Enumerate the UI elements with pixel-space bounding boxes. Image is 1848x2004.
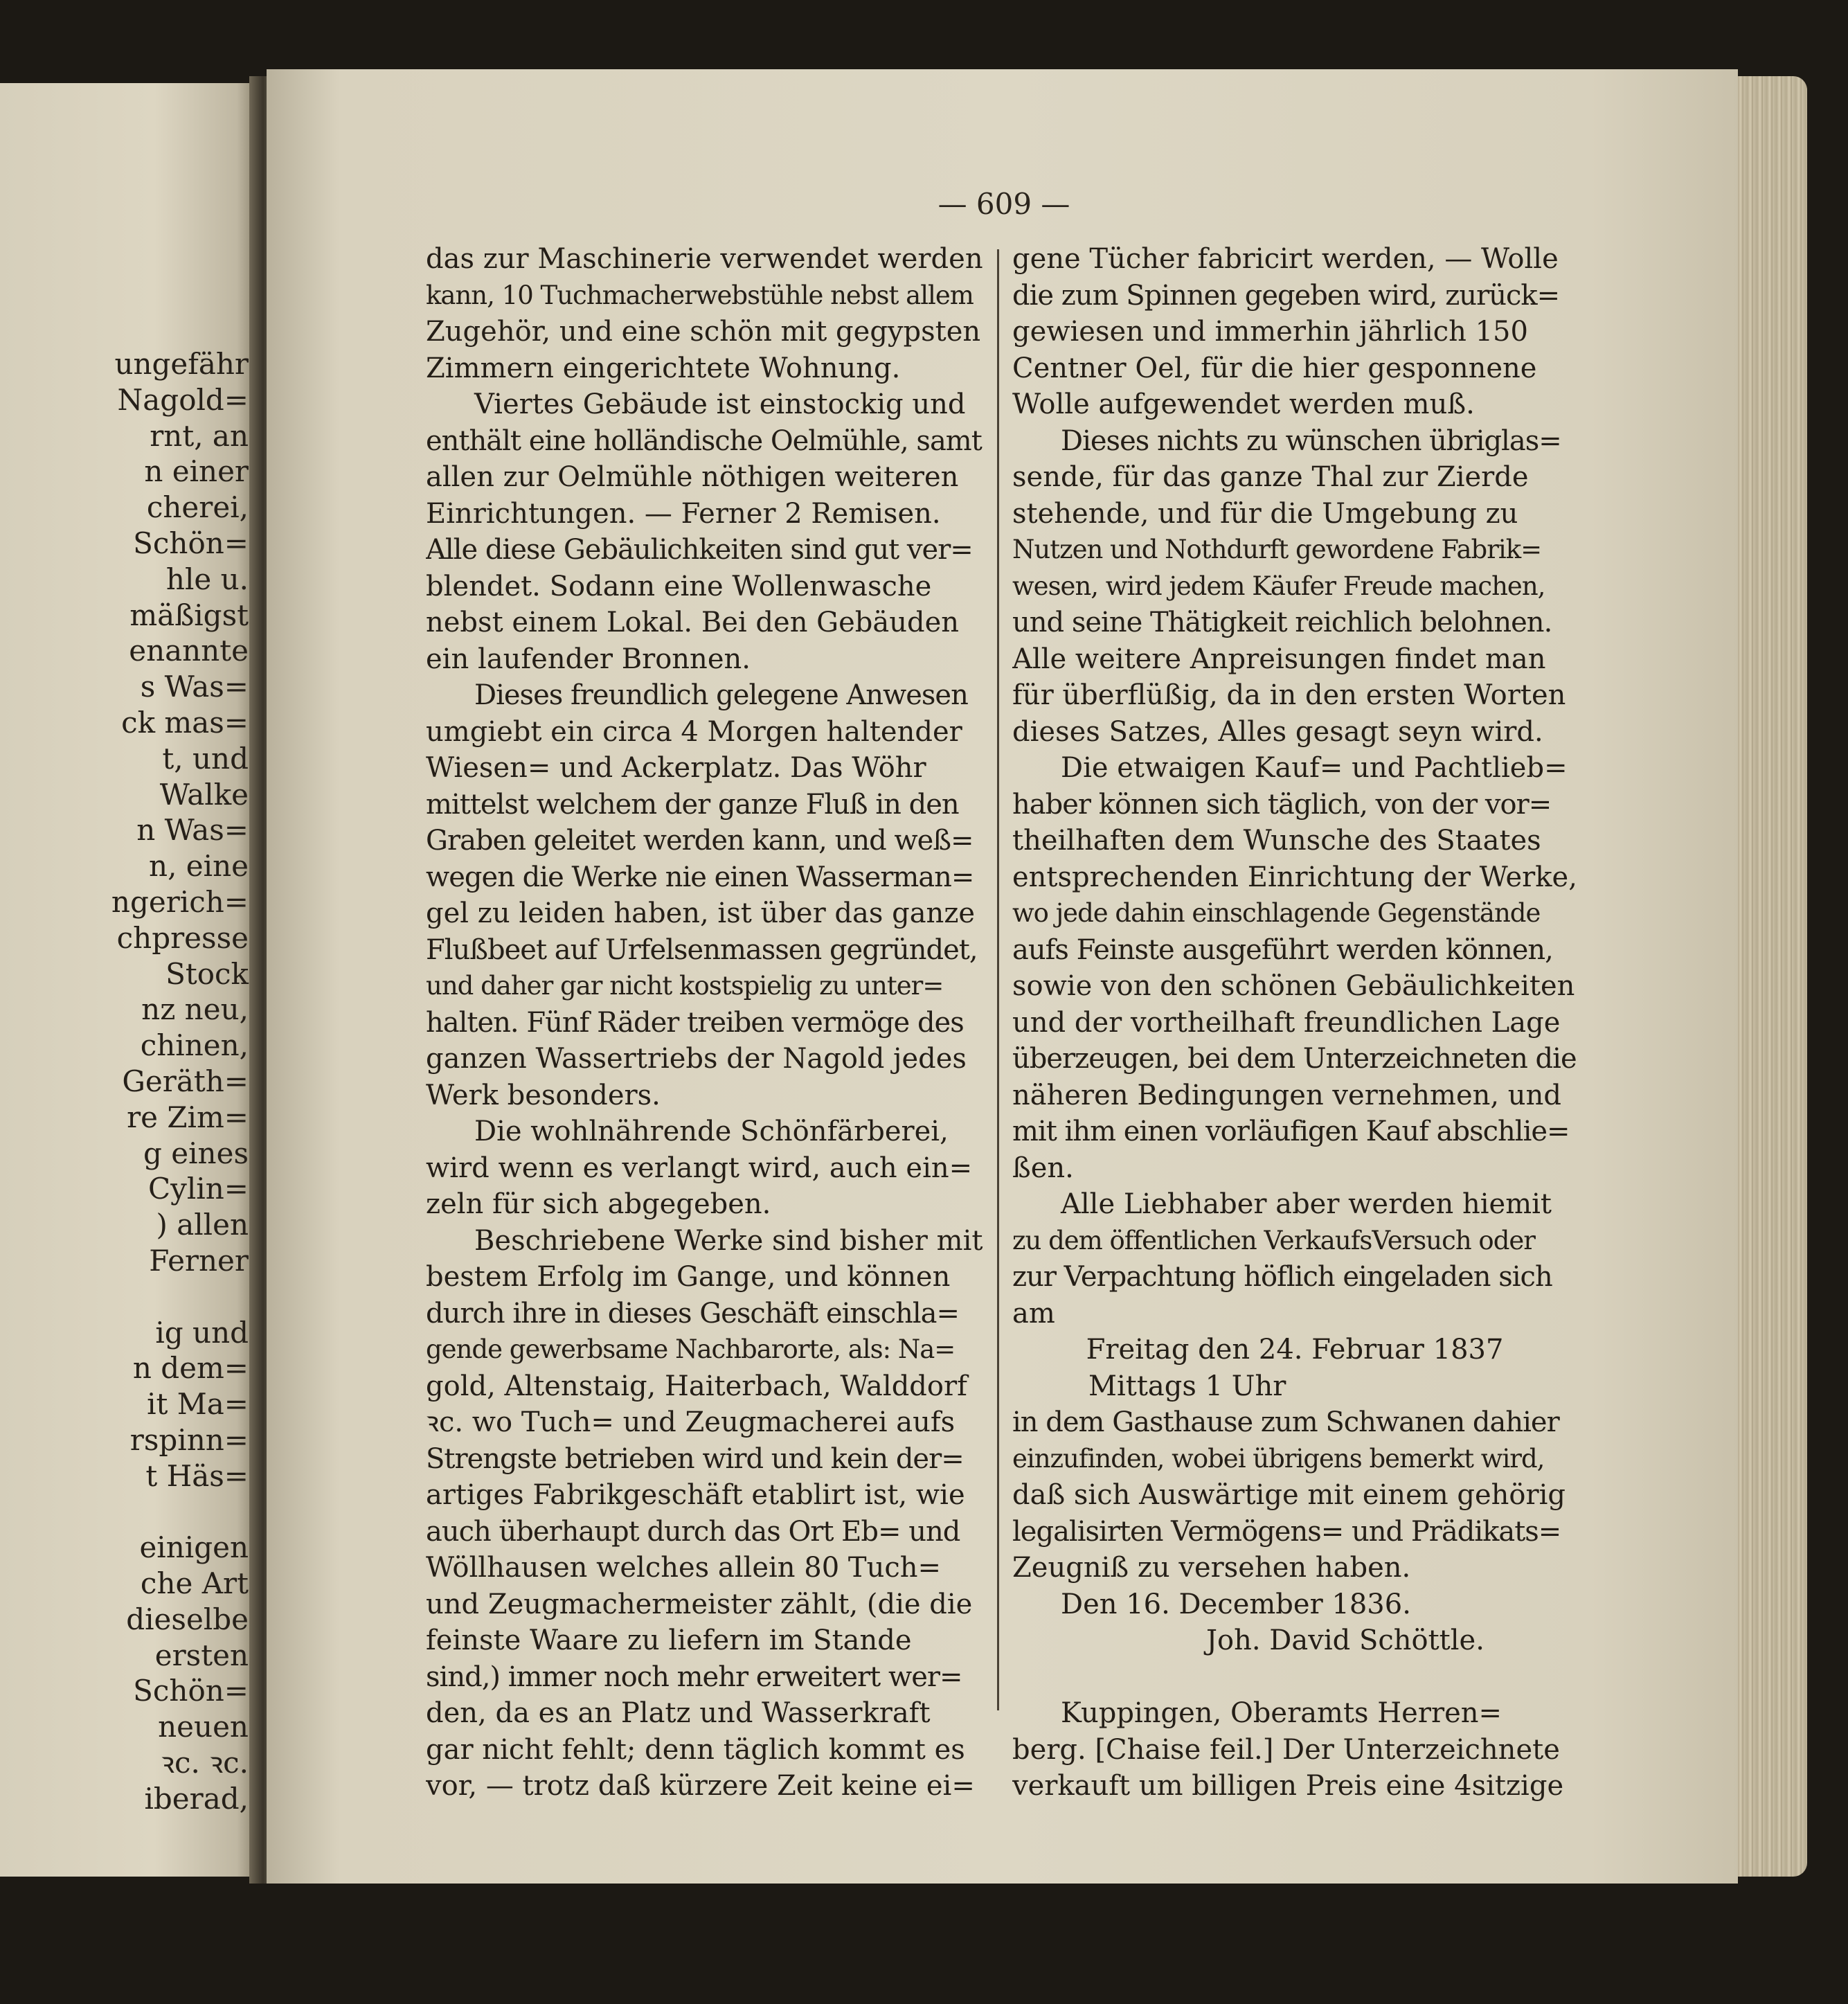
text-line: nz neu, <box>141 992 249 1027</box>
text-line: ßen. <box>1012 1152 1074 1184</box>
text-line: einzufinden, wobei übrigens bemerkt wird, <box>1012 1443 1545 1474</box>
text-line: n Was= <box>136 813 249 848</box>
text-line: Stock <box>165 956 249 991</box>
text-line: Strengste betrieben wird und kein der= <box>426 1442 964 1475</box>
text-line: wo jede dahin einschlagende Gegenstände <box>1012 898 1541 928</box>
text-line: die zum Spinnen gegeben wird, zurück= <box>1012 279 1560 312</box>
text-line: t Häs= <box>145 1458 249 1493</box>
text-line: Alle Liebhaber aber werden hiemit <box>1061 1188 1552 1220</box>
text-line: neuen <box>158 1710 249 1744</box>
text-line: verkauft um billigen Preis eine 4sitzige <box>1012 1770 1564 1802</box>
text-line: Joh. David Schöttle. <box>1206 1625 1484 1656</box>
text-line: Zugehör, und eine schön mit gegypsten <box>426 316 981 348</box>
text-line: g eines <box>143 1136 249 1170</box>
text-line: in dem Gasthause zum Schwanen dahier <box>1012 1406 1559 1438</box>
text-line: Zimmern eingerichtete Wohnung. <box>426 352 901 384</box>
text-line: Dieses nichts zu wünschen übriglas= <box>1061 424 1561 457</box>
text-line: und daher gar nicht kostspielig zu unter= <box>426 971 944 1001</box>
text-line: re Zim= <box>127 1100 249 1134</box>
text-line: berg. [Chaise feil.] Der Unterzeichnete <box>1012 1733 1560 1766</box>
text-line: n einer <box>144 454 249 489</box>
text-line <box>0 1279 253 1315</box>
text-line: n dem= <box>132 1351 249 1386</box>
text-line: entsprechenden Einrichtung der Werke, <box>1012 861 1577 893</box>
text-line: Einrichtungen. — Ferner 2 Remisen. <box>426 497 941 530</box>
text-line: Schön= <box>133 1674 249 1708</box>
text-column-2 <box>1012 241 1577 1805</box>
text-line: überzeugen, bei dem Unterzeichneten die <box>1012 1043 1577 1075</box>
text-line: sowie von den schönen Gebäulichkeiten <box>1012 970 1575 1002</box>
text-line: ersten <box>154 1638 249 1672</box>
text-line: Dieses freundlich gelegene Anwesen <box>474 679 968 711</box>
text-line: stehende, und für die Umgebung zu <box>1012 497 1518 530</box>
text-line: Beschriebene Werke sind bisher mit <box>474 1224 983 1257</box>
text-line: legalisirten Vermögens= und Prädikats= <box>1012 1515 1561 1548</box>
text-line: daß sich Auswärtige mit einem gehörig <box>1012 1479 1566 1511</box>
text-line: ganzen Wassertriebs der Nagold jedes <box>426 1043 967 1075</box>
text-line: iberad, <box>144 1781 249 1816</box>
text-line <box>1012 1659 1577 1696</box>
text-line: umgiebt ein circa 4 Morgen haltender <box>426 715 962 748</box>
text-line: Geräth= <box>122 1064 249 1098</box>
text-line: che Art <box>140 1566 249 1601</box>
text-line: Nagold= <box>117 382 249 417</box>
text-line: mäßigst <box>129 598 249 632</box>
text-line: s Was= <box>140 670 249 704</box>
text-line: Flußbeet auf Urfelsenmassen gegründet, <box>426 933 978 966</box>
text-line: Centner Oel, für die hier gesponnene <box>1012 352 1537 384</box>
text-line: ein laufender Bronnen. <box>426 643 751 675</box>
text-line: rnt, an <box>150 418 249 453</box>
text-line: allen zur Oelmühle nöthigen weiteren <box>426 461 959 493</box>
text-line: it Ma= <box>147 1387 249 1422</box>
text-line: sind,) immer noch mehr erweitert wer= <box>426 1661 962 1693</box>
text-line: chpresse <box>116 920 249 955</box>
text-line: nebst einem Lokal. Bei den Gebäuden <box>426 607 960 638</box>
text-line: mittelst welchem der ganze Fluß in den <box>426 788 959 821</box>
text-line: enannte <box>129 634 249 668</box>
text-line: wird wenn es verlangt wird, auch ein= <box>426 1152 973 1184</box>
text-line: Schön= <box>133 526 249 560</box>
text-line: näheren Bedingungen vernehmen, und <box>1012 1079 1561 1111</box>
text-line: ꝛc. wo Tuch= und Zeugmacherei aufs <box>426 1406 956 1438</box>
text-line: n, eine <box>149 849 249 884</box>
text-line: theilhaften dem Wunsche des Staates <box>1012 825 1541 857</box>
text-line: Kuppingen, Oberamts Herren= <box>1061 1697 1502 1729</box>
text-line: gewiesen und immerhin jährlich 150 <box>1012 316 1528 348</box>
text-line: auch überhaupt durch das Ort Eb= und <box>426 1515 960 1548</box>
text-line: zur Verpachtung höflich eingeladen sich <box>1012 1261 1552 1293</box>
text-line: wegen die Werke nie einen Wasserman= <box>426 861 974 893</box>
text-line: Die wohlnährende Schönfärberei, <box>474 1116 949 1147</box>
text-line: gold, Altenstaig, Haiterbach, Walddorf <box>426 1370 967 1402</box>
text-line: blendet. Sodann eine Wollenwasche <box>426 570 932 602</box>
text-line: haber können sich täglich, von der vor= <box>1012 788 1552 821</box>
text-line: enthält eine holländische Oelmühle, samt <box>426 424 982 457</box>
text-line: Cylin= <box>148 1172 249 1206</box>
text-column-1 <box>426 241 983 1805</box>
text-line: Alle diese Gebäulichkeiten sind gut ver= <box>426 534 973 566</box>
text-line: gel zu leiden haben, ist über das ganze <box>426 897 976 929</box>
text-line: artiges Fabrikgeschäft etablirt ist, wie <box>426 1479 965 1511</box>
text-line: Ferner <box>149 1243 249 1278</box>
text-line: Den 16. December 1836. <box>1061 1588 1411 1620</box>
text-line: zeln für sich abgegeben. <box>426 1188 771 1220</box>
text-line: durch ihre in dieses Geschäft einschla= <box>426 1297 960 1330</box>
text-line: Werk besonders. <box>426 1079 661 1111</box>
text-line: hle u. <box>165 562 249 596</box>
page-number: — 609 — <box>938 187 1070 221</box>
text-line: chinen, <box>140 1028 249 1063</box>
text-line: Zeugniß zu versehen haben. <box>1012 1552 1411 1584</box>
text-line: und Zeugmachermeister zählt, (die die <box>426 1588 973 1620</box>
text-line: gene Tücher fabricirt werden, — Wolle <box>1012 243 1559 275</box>
text-line: Wiesen= und Ackerplatz. Das Wöhr <box>426 752 926 784</box>
text-line: halten. Fünf Räder treiben vermöge des <box>426 1006 964 1039</box>
text-line: gar nicht fehlt; denn täglich kommt es <box>426 1733 965 1766</box>
text-line: Freitag den 24. Februar 1837 <box>1086 1334 1504 1366</box>
text-line: bestem Erfolg im Gange, und können <box>426 1261 951 1293</box>
text-line: Wolle aufgewendet werden muß. <box>1012 388 1475 420</box>
text-line: den, da es an Platz und Wasserkraft <box>426 1697 931 1729</box>
text-line: aufs Feinste ausgeführt werden können, <box>1012 933 1553 966</box>
text-line: cherei, <box>146 490 249 525</box>
text-line: ck mas= <box>121 705 249 740</box>
text-line <box>0 1494 253 1530</box>
text-line: Nutzen und Nothdurft gewordene Fabrik= <box>1012 535 1542 564</box>
text-line: Wöllhausen welches allein 80 Tuch= <box>426 1552 942 1584</box>
text-line: Viertes Gebäude ist einstockig und <box>474 388 966 420</box>
text-line: rspinn= <box>129 1422 249 1457</box>
text-line: Die etwaigen Kauf= und Pachtlieb= <box>1061 752 1568 784</box>
text-line: zu dem öffentlichen VerkaufsVersuch oder <box>1012 1225 1535 1255</box>
text-line: mit ihm einen vorläufigen Kauf abschlie= <box>1012 1116 1570 1147</box>
text-line: und seine Thätigkeit reichlich belohnen. <box>1012 607 1552 638</box>
text-line: ) allen <box>156 1208 249 1242</box>
text-line: gende gewerbsame Nachbarorte, als: Na= <box>426 1334 956 1364</box>
text-line: dieselbe <box>126 1602 249 1636</box>
text-line: am <box>1012 1297 1055 1330</box>
text-line: ig und <box>155 1315 249 1350</box>
text-line: einigen <box>139 1530 249 1565</box>
text-line: Graben geleitet werden kann, und weß= <box>426 825 974 857</box>
left-page <box>0 83 258 1877</box>
text-line: t, und <box>162 741 249 776</box>
text-line: das zur Maschinerie verwendet werden <box>426 243 983 275</box>
text-line: ngerich= <box>111 884 249 919</box>
left-page-text <box>0 346 253 1817</box>
text-line: ꝛc. ꝛc. <box>161 1746 249 1780</box>
text-line: Alle weitere Anpreisungen findet man <box>1012 643 1546 675</box>
text-line: kann, 10 Tuchmacherwebstühle nebst allem <box>426 280 974 310</box>
text-line: Mittags 1 Uhr <box>1088 1370 1286 1402</box>
column-rule <box>997 249 999 1710</box>
text-line: wesen, wird jedem Käufer Freude machen, <box>1012 571 1545 601</box>
text-line: dieses Satzes, Alles gesagt seyn wird. <box>1012 715 1543 748</box>
text-line: feinste Waare zu liefern im Stande <box>426 1625 912 1656</box>
text-line: ungefähr <box>114 347 249 381</box>
text-line: Walke <box>159 777 249 812</box>
text-line: sende, für das ganze Thal zur Zierde <box>1012 461 1529 493</box>
text-line: und der vortheilhaft freundlichen Lage <box>1012 1006 1561 1039</box>
text-line: für überflüßig, da in den ersten Worten <box>1012 679 1566 711</box>
text-line: vor, — trotz daß kürzere Zeit keine ei= <box>426 1770 975 1802</box>
